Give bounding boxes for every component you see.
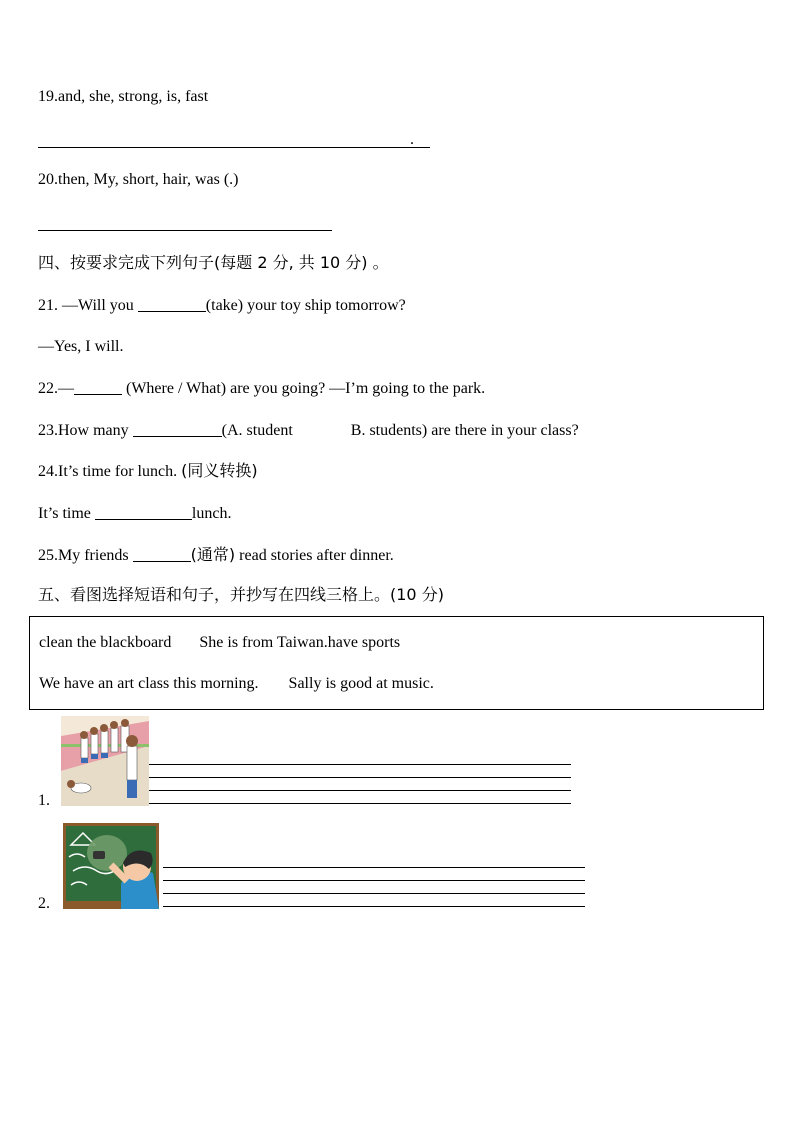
question-number: 19.	[38, 88, 58, 105]
question-number: 21.	[38, 297, 58, 314]
question-23: 23.How many (A. student B. students) are there in your class?	[38, 422, 579, 439]
question-text: then, My, short, hair, was (.)	[58, 171, 239, 188]
students-running-icon	[61, 716, 149, 806]
question-number: 23.	[38, 422, 58, 439]
question-24: 24.It’s time for lunch. (同义转换)	[38, 461, 258, 480]
question-number: 20.	[38, 171, 58, 188]
option-item: Sally is good at music.	[288, 675, 434, 692]
instruction-note: (同义转换)	[181, 461, 258, 480]
question-number: 22.	[38, 380, 58, 397]
question-text: and, she, strong, is, fast	[58, 88, 209, 105]
question-19	[38, 87, 208, 107]
section-5-title: 五、看图选择短语和句子，并抄写在四线三格上。(10 分)	[38, 585, 444, 604]
option-item: She is from Taiwan.have sports	[199, 634, 401, 651]
question-21: 21. —Will you (take) your toy ship tomorrow?	[38, 297, 406, 314]
question-20	[38, 170, 239, 190]
question-22: 22.— (Where / What) are you going? —I’m going to the park.	[38, 380, 486, 397]
answer-line-20[interactable]	[38, 230, 332, 231]
section-4-title: 四、按要求完成下列句子(每题 2 分, 共 10 分) 。	[38, 253, 389, 272]
answer-period: .	[410, 131, 414, 148]
option-item: clean the blackboard	[39, 634, 172, 651]
question-25: 25.My friends (通常) read stories after dinner.	[38, 545, 394, 564]
blank-21[interactable]	[138, 295, 206, 312]
picture-number-2: 2.	[38, 895, 50, 912]
instruction-note: (通常)	[190, 545, 236, 564]
blank-25[interactable]	[133, 545, 191, 562]
question-number: 24.	[38, 463, 58, 480]
question-24-line-2: It’s time lunch.	[38, 505, 232, 522]
writing-lines-2[interactable]	[163, 867, 585, 907]
option-item: We have an art class this morning.	[39, 675, 259, 692]
options-box	[29, 616, 764, 710]
blank-23[interactable]	[133, 420, 222, 437]
answer-line-19[interactable]	[38, 147, 430, 148]
question-number: 25.	[38, 547, 58, 564]
blank-24[interactable]	[95, 503, 192, 520]
writing-lines-1[interactable]	[149, 764, 571, 804]
cleaning-blackboard-icon	[63, 823, 159, 909]
picture-number-1: 1.	[38, 792, 50, 809]
options-row-2	[39, 675, 434, 693]
options-row-1	[39, 634, 400, 652]
answer-21: —Yes, I will.	[38, 338, 124, 355]
blank-22[interactable]	[74, 378, 122, 395]
